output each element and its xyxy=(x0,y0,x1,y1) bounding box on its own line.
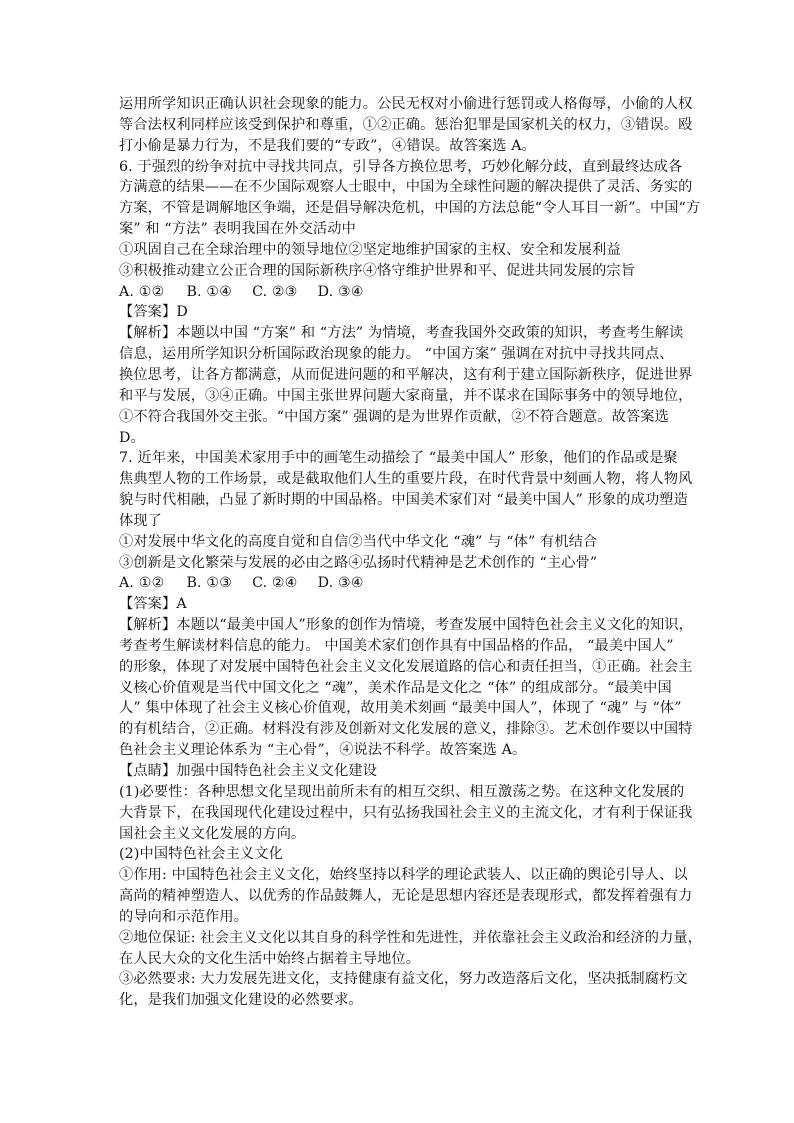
q7-tip-line: 大背景下，在我国现代化建设过程中，只有弘扬我国社会主义的主流文化，才有利于保证我 xyxy=(119,804,693,821)
q7-analysis-line: 色社会主义理论体系为 “主心骨”，④说法不科学。故答案选 A。 xyxy=(119,742,527,759)
q6-analysis-line: 和平与发展，③④正确。中国主张世界问题大家商量，并不谋求在国际事务中的领导地位， xyxy=(119,387,693,404)
q7-tip-line: 国社会主义文化发展的方向。 xyxy=(119,825,306,842)
q6-analysis-line: 【解析】本题以中国 “方案” 和 “方法” 为情境，考查我国外交政策的知识，考查考生解读 xyxy=(119,325,684,342)
q7-stem-line: 貌与时代相融，凸显了新时期的中国品格。中国美术家们对 “最美中国人” 形象的成功塑造 xyxy=(119,492,688,509)
q6-analysis-line: 换位思考，让各方都满意，从而促进问题的和平解决，这有利于建立国际新秩序，促进世界 xyxy=(119,366,693,383)
intro-line: 运用所学知识正确认识社会现象的能力。公民无权对小偷进行惩罚或人格侮辱，小偷的人权 xyxy=(119,96,693,112)
q6-option-c: C. ②③ xyxy=(252,283,298,300)
q7-answer: 【答案】A xyxy=(119,596,187,613)
q7-tip-line: ②地位保证: 社会主义文化以其自身的科学性和先进性，并依靠社会主义政治和经济的力量， xyxy=(119,929,703,946)
q7-stem-line: 体现了 xyxy=(119,512,163,529)
q6-option-a: A. ①② xyxy=(119,283,165,300)
q6-statement: ①巩固自己在全球治理中的领导地位②坚定地维护国家的主权、安全和发展利益 xyxy=(119,241,621,258)
q6-options xyxy=(119,282,679,303)
intro-line: 等合法权利同样应该受到保护和尊重，①②正确。惩治犯罪是国家机关的权力，③错误。殴 xyxy=(119,116,693,133)
q6-analysis-line: 信息，运用所学知识分析国际政治现象的能力。 “中国方案” 强调在对抗中寻找共同点、 xyxy=(119,346,674,363)
q7-tip-line: 高尚的精神塑造人、以优秀的作品鼓舞人，无论是思想内容还是表现形式，都发挥着强有力 xyxy=(119,888,693,905)
q7-tip-title: 【点睛】加强中国特色社会主义文化建设 xyxy=(119,763,378,779)
q7-option-b: B. ①③ xyxy=(186,575,233,592)
q7-tip-line: 化，是我们加强文化建设的必然要求。 xyxy=(119,992,363,1009)
q6-stem-line: 案” 和 “方法” 表明我国在外交活动中 xyxy=(119,221,356,238)
q7-option-a: A. ①② xyxy=(119,575,165,592)
q7-stem-line: 焦典型人物的工作场景，或是截取他们人生的重要片段，在时代背景中刻画人物，将人物风 xyxy=(119,471,693,488)
q7-analysis-line: 考查考生解读材料信息的能力。 中国美术家们创作具有中国品格的作品， “最美中国人” xyxy=(119,637,674,654)
q7-tip-line: ③必然要求: 大力发展先进文化，支持健康有益文化，努力改造落后文化，坚决抵制腐朽文 xyxy=(119,971,688,988)
q6-statement: ③积极推动建立公正合理的国际新秩序④恪守维护世界和平、促进共同发展的宗旨 xyxy=(119,262,636,279)
q7-statement: ③创新是文化繁荣与发展的必由之路④弘扬时代精神是艺术创作的 “主心骨” xyxy=(119,554,598,571)
q7-tip-line: (1)必要性：各种思想文化呈现出前所未有的相互交织、相互激荡之势。在这种文化发展的 xyxy=(119,783,685,800)
q7-statement: ①对发展中华文化的高度自觉和自信②当代中华文化 “魂” 与 “体” 有机结合 xyxy=(119,533,598,550)
q7-analysis-line: 的形象，体现了对发展中国特色社会主义文化发展道路的信心和责任担当，①正确。社会主 xyxy=(119,658,693,675)
q7-stem-line: 7. 近年来，中国美术家用手中的画笔生动描绘了 “最美中国人” 形象，他们的作品或是聚 xyxy=(119,450,678,467)
q7-tip-line: 在人民大众的文化生活中始终占据着主导地位。 xyxy=(119,950,421,967)
q6-stem-line: 方满意的结果——在不少国际观察人士眼中，中国为全球性问题的解决提供了灵活、务实的 xyxy=(119,179,693,196)
q6-analysis-line: ①不符合我国外交主张。“中国方案” 强调的是为世界作贡献，②不符合题意。故答案选 xyxy=(119,408,669,425)
q7-analysis-line: 【解析】本题以“最美中国人”形象的创作为情境，考查发展中国特色社会主义文化的知识， xyxy=(119,617,693,634)
q7-tip-line: (2)中国特色社会主义文化 xyxy=(119,846,283,863)
q7-analysis-line: 人” 集中体现了社会主义核心价值观，故用美术刻画 “最美中国人”，体现了 “魂” 与 “体” xyxy=(119,700,682,717)
q7-tip-line: 的导向和示范作用。 xyxy=(119,908,249,925)
q7-option-c: C. ②④ xyxy=(252,575,298,592)
q7-tip-line: ①作用: 中国特色社会主义文化，始终坚持以科学的理论武装人、以正确的舆论引导人、以 xyxy=(119,867,688,884)
q6-option-b: B. ①④ xyxy=(186,283,233,300)
document-body xyxy=(119,94,703,1011)
q6-stem-line: 方案，不管是调解地区争端，还是倡导解决危机，中国的方法总能“令人耳目一新”。中国“方 xyxy=(119,200,701,217)
q7-analysis-line: 义核心价值观是当代中国文化之 “魂”，美术作品是文化之 “体” 的组成部分。“最美中国 xyxy=(119,679,672,696)
q7-options xyxy=(119,573,679,594)
q6-option-d: D. ③④ xyxy=(317,283,364,300)
intro-line: 打小偷是暴力行为，不是我们要的“专政”，④错误。故答案选 A。 xyxy=(119,137,536,154)
q7-analysis-line: 的有机结合，②正确。材料没有涉及创新对文化发展的意义，排除③。艺术创作要以中国特 xyxy=(119,721,693,738)
q6-stem-line: 6. 于强烈的纷争对抗中寻找共同点，引导各方换位思考，巧妙化解分歧，直到最终达成各 xyxy=(119,158,683,175)
q6-answer: 【答案】D xyxy=(119,304,188,321)
q7-option-d: D. ③④ xyxy=(317,575,364,592)
q6-analysis-line: D。 xyxy=(119,429,145,446)
